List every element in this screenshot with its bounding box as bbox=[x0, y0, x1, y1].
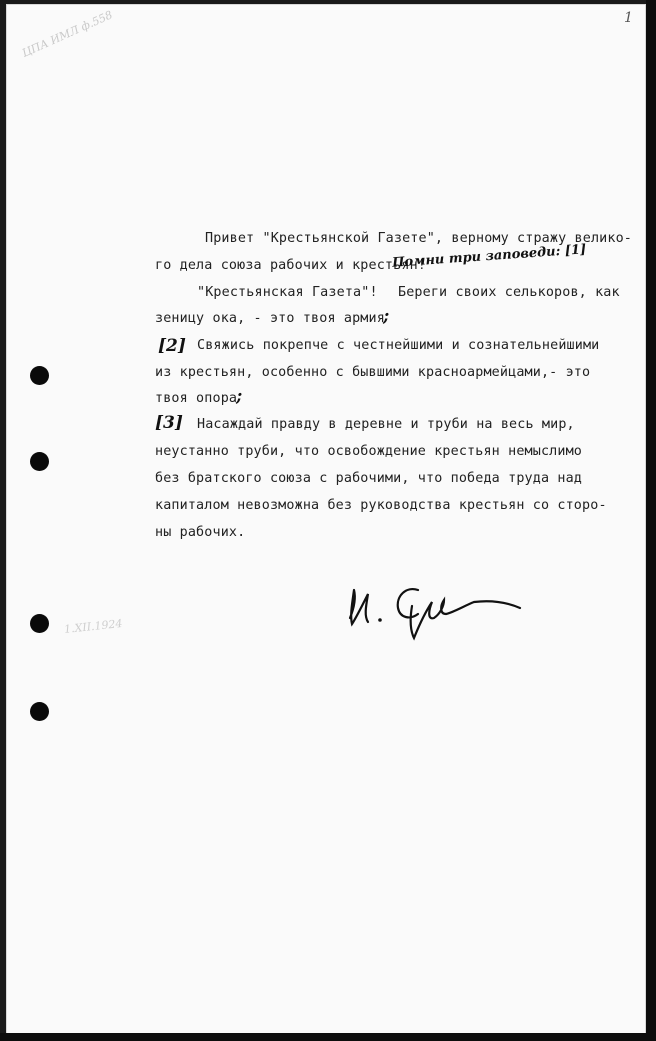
document-page bbox=[6, 4, 646, 1034]
punch-hole bbox=[30, 366, 49, 385]
text-line: Береги своих селькоров, как bbox=[398, 285, 620, 300]
archive-mark: ЦПА ИМЛ ф.558 bbox=[20, 8, 115, 60]
text-line: капиталом невозможна без руководства крестьян со сторо- bbox=[155, 498, 607, 513]
text-line: твоя опора bbox=[155, 391, 238, 406]
signature bbox=[340, 568, 540, 648]
scan-edge-right bbox=[646, 0, 656, 1041]
handwritten-bracket: [2] bbox=[158, 336, 186, 356]
archive-date-stamp: 1.XII.1924 bbox=[63, 616, 124, 637]
text-line: без братского союза с рабочими, что победа труда над bbox=[155, 471, 583, 486]
text-line: го дела союза рабочих и крестьян! bbox=[155, 258, 426, 273]
text-line: неустанно труби, что освобождение крестьян немыслимо bbox=[155, 444, 583, 459]
punch-hole bbox=[30, 452, 49, 471]
scan-edge-bottom bbox=[0, 1033, 656, 1041]
text-line: Привет "Крестьянской Газете", верному стражу велико- bbox=[205, 231, 633, 246]
handwritten-note: Помни три заповеди: [1] bbox=[391, 242, 587, 271]
handwritten-semicolon: ; bbox=[236, 386, 243, 406]
text-line: ны рабочих. bbox=[155, 525, 246, 540]
punch-hole bbox=[30, 702, 49, 721]
text-line: Насаждай правду в деревне и труби на весь мир, bbox=[197, 417, 575, 432]
handwritten-bracket: [3] bbox=[155, 413, 183, 433]
punch-hole bbox=[30, 614, 49, 633]
handwritten-semicolon: ; bbox=[383, 306, 390, 326]
text-line: Свяжись покрепче с честнейшими и сознательнейшими bbox=[197, 338, 600, 353]
page-number: 1 bbox=[624, 10, 633, 26]
text-line: из крестьян, особенно с бывшими красноармейцами,- это bbox=[155, 365, 591, 380]
text-line: "Крестьянская Газета"! bbox=[197, 285, 378, 300]
text-line: зеницу ока, - это твоя армия bbox=[155, 311, 385, 326]
